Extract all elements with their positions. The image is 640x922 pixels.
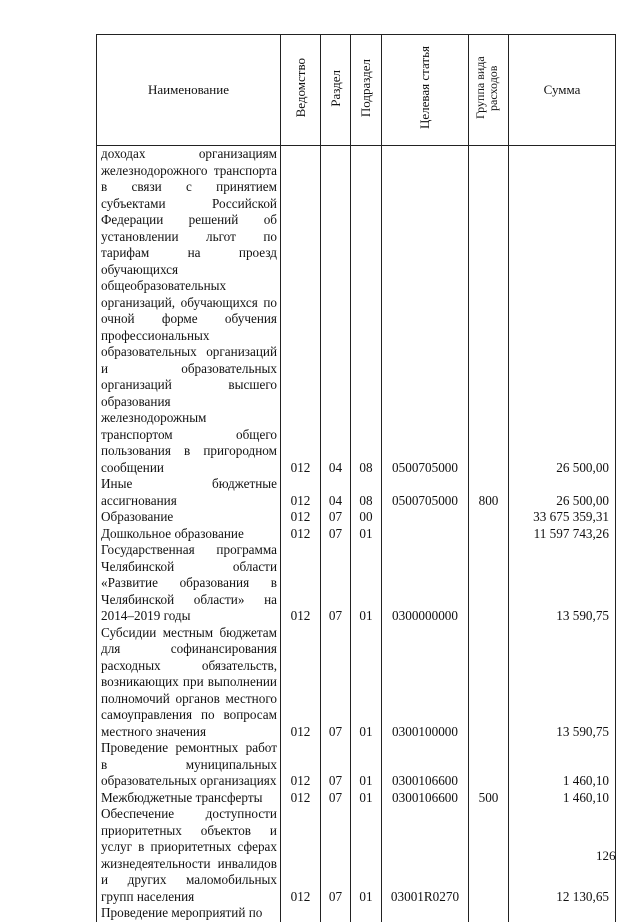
header-amount: Сумма bbox=[509, 35, 616, 146]
row-group bbox=[469, 146, 509, 477]
row-section: 07 bbox=[321, 790, 351, 807]
table-row bbox=[97, 476, 616, 509]
row-name: Субсидии местным бюджетам для софинансирования расходных обязательств, возникающих при выполнении полномочий органов местного самоуправления по вопросам местного значения bbox=[97, 625, 281, 741]
row-name: Дошкольное образование bbox=[97, 526, 281, 543]
header-group: Группа вида расходов bbox=[469, 35, 509, 146]
row-name: Проведение мероприятий по bbox=[97, 905, 281, 922]
row-target: 0300000000 bbox=[382, 542, 469, 625]
table-row bbox=[97, 625, 616, 741]
row-amount: 26 500,00 bbox=[509, 476, 616, 509]
table-header bbox=[97, 35, 616, 146]
table-row bbox=[97, 146, 616, 477]
row-name: Иные бюджетные ассигнования bbox=[97, 476, 281, 509]
row-subsection: 01 bbox=[351, 790, 382, 807]
row-section: 07 bbox=[321, 526, 351, 543]
row-department: 012 bbox=[281, 526, 321, 543]
page-number: 126 bbox=[596, 848, 616, 863]
row-group: 800 bbox=[469, 476, 509, 509]
row-department: 012 bbox=[281, 509, 321, 526]
row-department: 012 bbox=[281, 146, 321, 477]
row-section: 04 bbox=[321, 146, 351, 477]
row-subsection: 01 bbox=[351, 526, 382, 543]
table-row bbox=[97, 509, 616, 526]
row-subsection: 01 bbox=[351, 542, 382, 625]
row-department: 012 bbox=[281, 790, 321, 807]
row-group bbox=[469, 625, 509, 741]
header-target: Целевая статья bbox=[382, 35, 469, 146]
row-target: 0300106600 bbox=[382, 790, 469, 807]
row-subsection: 08 bbox=[351, 476, 382, 509]
row-section: 07 bbox=[321, 542, 351, 625]
row-target: 0300100000 bbox=[382, 625, 469, 741]
row-subsection: 01 bbox=[351, 740, 382, 790]
row-target: 0300106600 bbox=[382, 740, 469, 790]
row-amount: 12 130,65 bbox=[509, 806, 616, 905]
row-department bbox=[281, 905, 321, 922]
row-subsection bbox=[351, 905, 382, 922]
header-name: Наименование bbox=[97, 35, 281, 146]
table-row bbox=[97, 790, 616, 807]
row-section: 07 bbox=[321, 806, 351, 905]
row-amount: 13 590,75 bbox=[509, 625, 616, 741]
row-department: 012 bbox=[281, 625, 321, 741]
row-name: Образование bbox=[97, 509, 281, 526]
header-department: Ведомство bbox=[281, 35, 321, 146]
row-name: Государственная программа Челябинской области «Развитие образования в Челябинской области» на 2014–2019 годы bbox=[97, 542, 281, 625]
row-target: 0500705000 bbox=[382, 476, 469, 509]
table-body bbox=[97, 146, 616, 922]
row-section: 07 bbox=[321, 625, 351, 741]
table-row bbox=[97, 905, 616, 922]
row-group bbox=[469, 542, 509, 625]
row-amount: 11 597 743,26 bbox=[509, 526, 616, 543]
row-target bbox=[382, 905, 469, 922]
row-group bbox=[469, 740, 509, 790]
row-group bbox=[469, 526, 509, 543]
table-row bbox=[97, 542, 616, 625]
row-name: Проведение ремонтных работ в муниципальных образовательных организациях bbox=[97, 740, 281, 790]
row-section: 07 bbox=[321, 509, 351, 526]
header-section: Раздел bbox=[321, 35, 351, 146]
row-group: 500 bbox=[469, 790, 509, 807]
row-group bbox=[469, 905, 509, 922]
table-row bbox=[97, 526, 616, 543]
row-section bbox=[321, 905, 351, 922]
row-name: Обеспечение доступности приоритетных объектов и услуг в приоритетных сферах жизнедеятельности инвалидов и других маломобильных групп населения bbox=[97, 806, 281, 905]
row-amount: 13 590,75 bbox=[509, 542, 616, 625]
table-row bbox=[97, 740, 616, 790]
row-department: 012 bbox=[281, 476, 321, 509]
row-department: 012 bbox=[281, 740, 321, 790]
row-section: 04 bbox=[321, 476, 351, 509]
row-amount: 1 460,10 bbox=[509, 790, 616, 807]
row-subsection: 01 bbox=[351, 625, 382, 741]
row-amount bbox=[509, 905, 616, 922]
header-subsection: Подраздел bbox=[351, 35, 382, 146]
row-subsection: 01 bbox=[351, 806, 382, 905]
row-section: 07 bbox=[321, 740, 351, 790]
row-target bbox=[382, 509, 469, 526]
row-amount: 26 500,00 bbox=[509, 146, 616, 477]
row-name: доходах организациям железнодорожного транспорта в связи с принятием субъектами Российской Федерации решений об установлении льгот по тарифам на проезд обучающихся общеобразовательных организаций, обучающихся по очной форме обучения профессиональных образовательных организаций и образовательных организаций высшего образования железнодорожным транспортом общего пользования в пригородном сообщении bbox=[97, 146, 281, 477]
row-target bbox=[382, 526, 469, 543]
row-subsection: 08 bbox=[351, 146, 382, 477]
table-row bbox=[97, 806, 616, 905]
row-group bbox=[469, 806, 509, 905]
row-group bbox=[469, 509, 509, 526]
row-department: 012 bbox=[281, 806, 321, 905]
row-amount: 33 675 359,31 bbox=[509, 509, 616, 526]
row-target: 03001R0270 bbox=[382, 806, 469, 905]
row-department: 012 bbox=[281, 542, 321, 625]
row-amount: 1 460,10 bbox=[509, 740, 616, 790]
row-subsection: 00 bbox=[351, 509, 382, 526]
row-target: 0500705000 bbox=[382, 146, 469, 477]
row-name: Межбюджетные трансферты bbox=[97, 790, 281, 807]
